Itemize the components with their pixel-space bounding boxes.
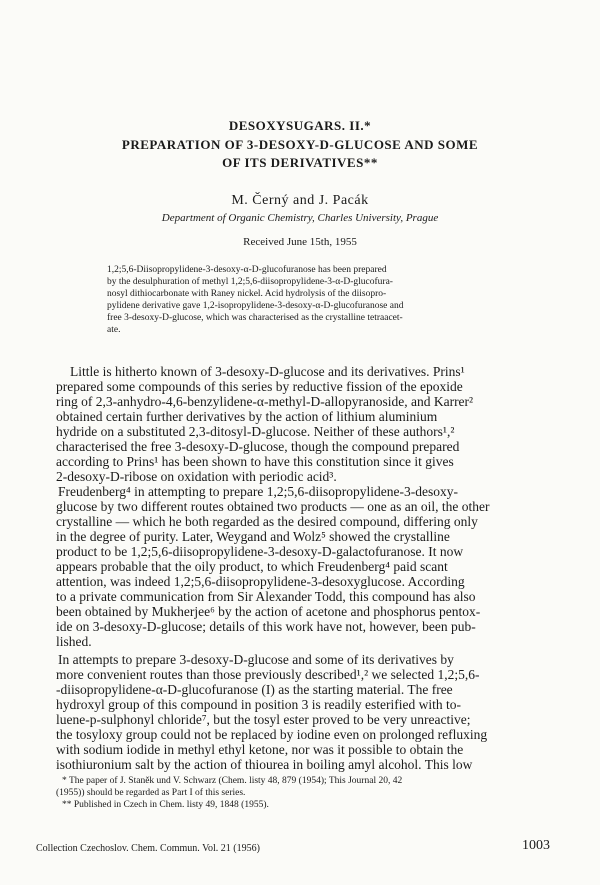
body-line: prepared some compounds of this series by reductive fission of the epoxide — [56, 379, 463, 394]
body-line: isothiuronium salt by the action of thiourea in boiling amyl alcohol. This low — [56, 757, 473, 772]
body-line: In attempts to prepare 3-desoxy-D-glucose and some of its derivatives by — [58, 652, 454, 667]
abstract-line: 1,2;5,6-Diisopropylidene-3-desoxy-α-D-glucofuranose has been prepared — [107, 265, 387, 275]
page-number: 1003 — [522, 838, 550, 853]
body-line: obtained certain further derivatives by the action of lithium aluminium — [56, 409, 438, 424]
abstract-line: pylidene derivative gave 1,2-isopropylidene-3-desoxy-α-D-glucofuranose and — [107, 301, 404, 311]
body-line: -diisopropylidene-α-D-glucofuranose (I) as the starting material. The free — [56, 682, 453, 697]
footnote-line: * The paper of J. Staněk und V. Schwarz (Chem. listy 48, 879 (1954); This Journal 20, 42 — [62, 776, 403, 786]
article-title-line-1: DESOXYSUGARS. II.* — [228, 118, 372, 133]
body-line: in the degree of purity. Later, Weygand and Wolz⁵ showed the crystalline — [56, 529, 450, 544]
footnote-line: (1955)) should be regarded as Part I of this series. — [56, 788, 246, 798]
authors: M. Černý and J. Pacák — [231, 193, 369, 208]
body-line: according to Prins¹ has been shown to have this constitution since it gives — [56, 454, 454, 469]
body-line: attention, was indeed 1,2;5,6-diisopropylidene-3-desoxyglucose. According — [56, 574, 465, 589]
body-line: ide on 3-desoxy-D-glucose; details of this work have not, however, been pub- — [56, 619, 476, 634]
body-line: hydroxyl group of this compound in position 3 is readily esterified with to- — [56, 697, 461, 712]
article-title-line-3: OF ITS DERIVATIVES** — [222, 155, 378, 170]
body-line: 2-desoxy-D-ribose on oxidation with periodic acid³. — [56, 469, 337, 484]
article-title-line-2: PREPARATION OF 3-DESOXY-D-GLUCOSE AND SOME — [121, 137, 479, 152]
body-line: Freudenberg⁴ in attempting to prepare 1,2;5,6-diisopropylidene-3-desoxy- — [58, 484, 458, 499]
body-line: characterised the free 3-desoxy-D-glucose, though the compound prepared — [56, 439, 460, 454]
body-line: with sodium iodide in methyl ethyl ketone, nor was it possible to obtain the — [56, 742, 464, 757]
body-line: product to be 1,2;5,6-diisopropylidene-3-desoxy-D-galactofuranose. It now — [56, 544, 464, 559]
abstract-line: nosyl dithiocarbonate with Raney nickel. Acid hydrolysis of the diisopro- — [107, 289, 387, 299]
body-line: more convenient routes than those previously described¹,² we selected 1,2;5,6- — [56, 667, 480, 682]
received-date: Received June 15th, 1955 — [243, 236, 357, 248]
body-line: hydride on a substituted 2,3-ditosyl-D-glucose. Neither of these authors¹,² — [56, 424, 455, 439]
body-line: lished. — [56, 634, 92, 649]
body-line: been obtained by Mukherjee⁶ by the action of acetone and phosphorus pentox- — [56, 604, 481, 619]
body-line: crystalline — which he both regarded as the desired compound, differing only — [56, 514, 478, 529]
body-line: luene-p-sulphonyl chloride⁷, but the tosyl ester proved to be very unreactive; — [56, 712, 471, 727]
body-line: ring of 2,3-anhydro-4,6-benzylidene-α-methyl-D-allopyranoside, and Karrer² — [56, 394, 474, 409]
abstract-line: ate. — [107, 325, 121, 335]
abstract-line: free 3-desoxy-D-glucose, which was characterised as the crystalline tetraacet- — [107, 313, 403, 323]
abstract-line: by the desulphuration of methyl 1,2;5,6-diisopropylidene-3-α-D-glucofura- — [107, 277, 393, 287]
body-line: to a private communication from Sir Alexander Todd, this compound has also — [56, 589, 476, 604]
body-line: the tosyloxy group could not be replaced by iodine even on prolonged refluxing — [56, 727, 488, 742]
body-line: glucose by two different routes obtained two products — one as an oil, the other — [56, 499, 490, 514]
journal-citation: Collection Czechoslov. Chem. Commun. Vol. 21 (1956) — [36, 843, 260, 854]
footnote-line: ** Published in Czech in Chem. listy 49, 1848 (1955). — [62, 800, 269, 810]
body-line: Little is hitherto known of 3-desoxy-D-glucose and its derivatives. Prins¹ — [70, 364, 465, 379]
affiliation: Department of Organic Chemistry, Charles University, Prague — [161, 212, 439, 224]
body-line: appears probable that the oily product, to which Freudenberg⁴ paid scant — [56, 559, 448, 574]
